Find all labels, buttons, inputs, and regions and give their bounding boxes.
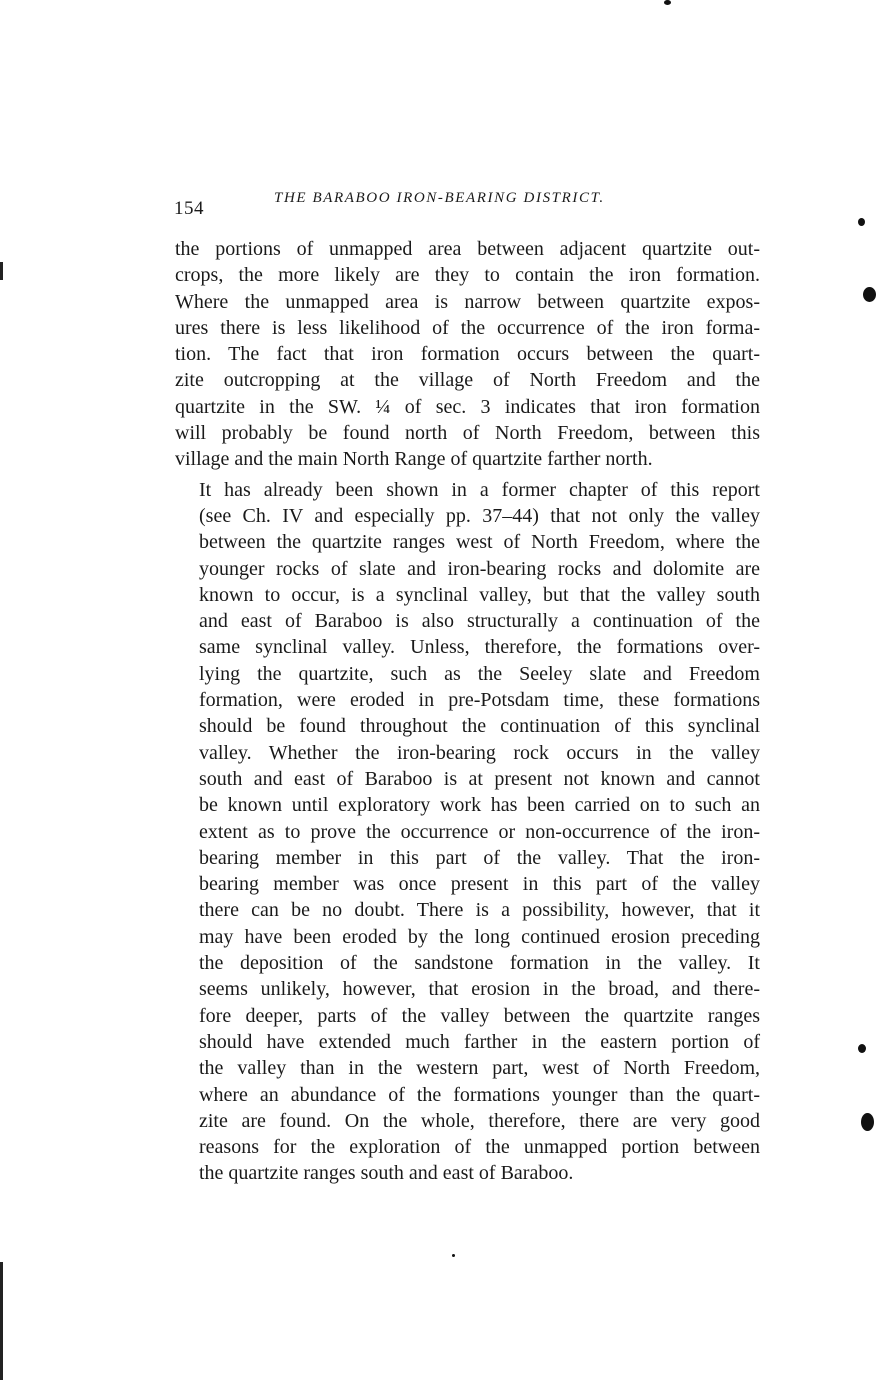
text-line: the portions of unmapped area between adjacent quartzite out- xyxy=(175,238,760,260)
text-line: be known until exploratory work has been carried on to such an xyxy=(199,794,760,817)
page-header xyxy=(174,190,764,220)
scan-speck xyxy=(452,1254,455,1257)
scan-speck xyxy=(664,0,671,5)
text-line: should have extended much farther in the eastern portion of xyxy=(199,1030,760,1053)
paragraph-2 xyxy=(175,477,760,1187)
text-line: there can be no doubt. There is a possibility, however, that it xyxy=(199,899,760,922)
text-line: ures there is less likelihood of the occurrence of the iron forma- xyxy=(175,316,760,339)
text-line: formation, were eroded in pre-Potsdam time, these formations xyxy=(199,689,760,712)
text-line: may have been eroded by the long continued erosion preceding xyxy=(199,925,760,948)
text-line: known to occur, is a synclinal valley, but that the valley south xyxy=(199,583,760,606)
text-line: bearing member was once present in this part of the valley xyxy=(199,873,760,896)
text-line: should be found throughout the continuation of this synclinal xyxy=(199,715,760,738)
text-line: the deposition of the sandstone formation in the valley. It xyxy=(199,952,760,975)
text-line: crops, the more likely are they to contain the iron formation. xyxy=(175,264,760,287)
text-line: It has already been shown in a former chapter of this report xyxy=(199,478,760,501)
text-line: valley. Whether the iron-bearing rock occurs in the valley xyxy=(199,741,760,764)
text-line: the valley than in the western part, west of North Freedom, xyxy=(199,1057,760,1080)
scan-margin-line xyxy=(0,1262,3,1380)
text-line: where an abundance of the formations younger than the quart- xyxy=(199,1083,760,1106)
scan-speck xyxy=(861,1113,874,1131)
page-number: 154 xyxy=(174,198,204,219)
text-line: extent as to prove the occurrence or non-occurrence of the iron- xyxy=(199,820,760,843)
text-line: (see Ch. IV and especially pp. 37–44) that not only the valley xyxy=(199,504,760,527)
text-line: bearing member in this part of the valley. That the iron- xyxy=(199,846,760,869)
text-line: same synclinal valley. Unless, therefore, the formations over- xyxy=(199,636,760,659)
text-line: will probably be found north of North Freedom, between this xyxy=(175,422,760,445)
text-line: reasons for the exploration of the unmapped portion between xyxy=(199,1136,760,1159)
body-text xyxy=(175,236,760,1187)
text-line: zite are found. On the whole, therefore, there are very good xyxy=(199,1109,760,1132)
text-line: the quartzite ranges south and east of Baraboo. xyxy=(199,1162,574,1185)
running-head: THE BARABOO IRON-BEARING DISTRICT. xyxy=(274,190,605,206)
text-line: village and the main North Range of quartzite farther north. xyxy=(175,448,653,471)
text-line: lying the quartzite, such as the Seeley slate and Freedom xyxy=(199,662,760,685)
scan-speck xyxy=(858,218,865,226)
text-line: tion. The fact that iron formation occurs between the quart- xyxy=(175,343,760,366)
text-line: south and east of Baraboo is at present not known and cannot xyxy=(199,767,760,790)
text-line: between the quartzite ranges west of North Freedom, where the xyxy=(199,531,760,554)
paragraph-1 xyxy=(175,236,760,473)
scan-speck xyxy=(863,287,876,302)
text-line: quartzite in the SW. ¼ of sec. 3 indicates that iron formation xyxy=(175,395,760,418)
text-line: zite outcropping at the village of North Freedom and the xyxy=(175,369,760,392)
text-line: seems unlikely, however, that erosion in the broad, and there- xyxy=(199,978,760,1001)
scan-speck xyxy=(858,1044,866,1053)
text-line: younger rocks of slate and iron-bearing rocks and dolomite are xyxy=(199,557,760,580)
text-line: Where the unmapped area is narrow between quartzite expos- xyxy=(175,290,760,313)
scan-margin-line xyxy=(0,262,3,280)
text-line: and east of Baraboo is also structurally a continuation of the xyxy=(199,610,760,633)
text-line: fore deeper, parts of the valley between the quartzite ranges xyxy=(199,1004,760,1027)
